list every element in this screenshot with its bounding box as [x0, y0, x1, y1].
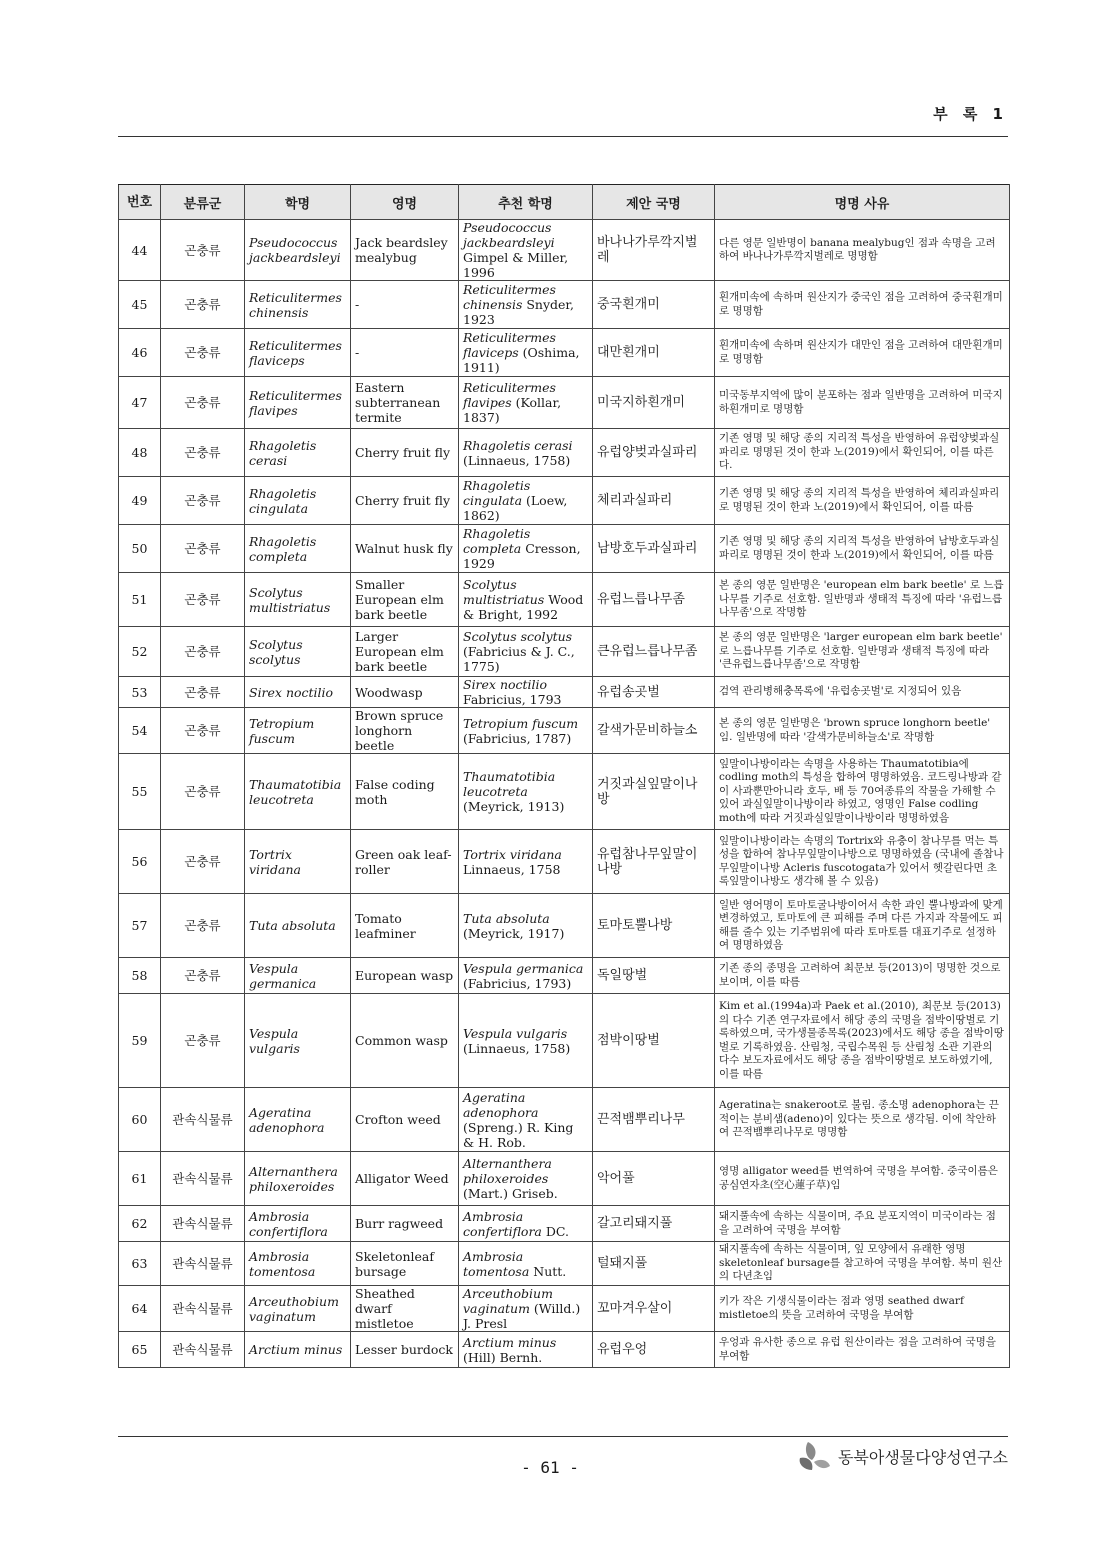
page-header	[118, 100, 1008, 137]
row-english-name: Cherry fruit fly	[351, 429, 459, 477]
row-scientific-name	[245, 830, 351, 894]
recommended-author-text: Wood & Bright, 1992	[463, 592, 584, 622]
row-number: 47	[119, 377, 161, 429]
table-row	[119, 329, 1010, 377]
row-number: 65	[119, 1332, 161, 1368]
row-scientific-name	[245, 429, 351, 477]
row-english-name: False coding moth	[351, 754, 459, 830]
row-number: 45	[119, 281, 161, 329]
row-korean-name: 바나나가루깍지벌레	[593, 220, 715, 281]
row-group: 곤충류	[161, 477, 245, 525]
row-naming-reason: 영명 alligator weed를 번역하여 국명을 부여함. 중국이름은 공심연자초(空心蓮子草)임	[715, 1152, 1010, 1206]
row-korean-name: 중국흰개미	[593, 281, 715, 329]
row-number: 56	[119, 830, 161, 894]
row-english-name: Cherry fruit fly	[351, 477, 459, 525]
row-naming-reason: 기존 영명 및 해당 종의 지리적 특성을 반영하여 체리과실파리로 명명된 것이 한과 노(2019)에서 확인되어, 이를 따름	[715, 477, 1010, 525]
row-scientific-name	[245, 525, 351, 573]
recommended-name-text: Tetropium fuscum	[463, 715, 579, 731]
row-number: 44	[119, 220, 161, 281]
table-row	[119, 525, 1010, 573]
row-naming-reason: 기존 영명 및 해당 종의 지리적 특성을 반영하여 유럽양벚과실파리로 명명된 것이 한과 노(2019)에서 확인되어, 이를 따른다.	[715, 429, 1010, 477]
scientific-name-text: Thaumatotibia leucotreta	[249, 776, 342, 807]
recommended-name-text: Reticulitermes flaviceps	[463, 330, 556, 360]
scientific-name-text: Vespula vulgaris	[249, 1025, 300, 1056]
row-recommended-name	[459, 1286, 593, 1332]
row-english-name: Jack beardsley mealybug	[351, 220, 459, 281]
row-naming-reason: 본 종의 영문 일반명은 'european elm bark beetle' 로 느릅나무를 기주로 선호함. 일반명과 생태적 특징에 따라 '유럽느릅나무좀'으로 작명함	[715, 573, 1010, 627]
recommended-name-text: Thaumatotibia leucotreta	[463, 769, 556, 799]
row-recommended-name	[459, 1332, 593, 1368]
table-row	[119, 1286, 1010, 1332]
recommended-author-text: (Hill) Bernh.	[463, 1349, 543, 1365]
recommended-name-text: Scolytus multistriatus	[463, 577, 545, 607]
row-scientific-name	[245, 894, 351, 958]
recommended-name-text: Scolytus scolytus	[463, 629, 573, 644]
row-scientific-name	[245, 708, 351, 754]
row-scientific-name	[245, 754, 351, 830]
row-number: 63	[119, 1242, 161, 1286]
scientific-name-text: Arctium minus	[249, 1342, 343, 1357]
row-naming-reason: 본 종의 영문 일반명은 'larger european elm bark beetle' 로 느릅나무를 기주로 선호함. 일반명과 생태적 특징에 따라 '큰유럽느릅나무좀'으로 작명함	[715, 627, 1010, 677]
table-row	[119, 677, 1010, 708]
col-header-reason: 명명 사유	[715, 185, 1010, 220]
row-scientific-name	[245, 281, 351, 329]
row-naming-reason: 돼지풀속에 속하는 식물이며, 잎 모양에서 유래한 영명 skeletonleaf bursage를 참고하여 국명을 부여함. 북미 원산의 다년초임	[715, 1242, 1010, 1286]
row-korean-name: 꼬마겨우살이	[593, 1286, 715, 1332]
recommended-author-text: (Spreng.) R. King & H. Rob.	[463, 1119, 574, 1150]
table-row	[119, 477, 1010, 525]
recommended-author-text: DC.	[541, 1223, 569, 1239]
row-naming-reason: 일반 영어명이 토마토굴나방이어서 속한 과인 뿔나방과에 맞게 변경하였고, 토마토에 큰 피해를 주며 다른 가지과 작물에도 피해를 줄수 있는 기주범위에 따라 토마토를 대표기주로 설정하여 명명하였음	[715, 894, 1010, 958]
scientific-name-text: Ageratina adenophora	[249, 1104, 325, 1135]
table-row	[119, 573, 1010, 627]
row-english-name: Larger European elm bark beetle	[351, 627, 459, 677]
row-english-name: European wasp	[351, 958, 459, 994]
row-recommended-name	[459, 958, 593, 994]
row-scientific-name	[245, 994, 351, 1088]
row-scientific-name	[245, 329, 351, 377]
col-header-no: 번호	[119, 185, 161, 220]
row-group: 곤충류	[161, 573, 245, 627]
row-korean-name: 유럽송곳벌	[593, 677, 715, 708]
row-english-name: Walnut husk fly	[351, 525, 459, 573]
row-korean-name: 독일땅벌	[593, 958, 715, 994]
row-group: 곤충류	[161, 708, 245, 754]
row-english-name: Sheathed dwarf mistletoe	[351, 1286, 459, 1332]
recommended-author-text: (Oshima, 1911)	[463, 345, 580, 375]
row-korean-name: 대만흰개미	[593, 329, 715, 377]
page-number: - 61 -	[521, 1458, 579, 1477]
row-scientific-name	[245, 958, 351, 994]
row-group: 관속식물류	[161, 1206, 245, 1242]
scientific-name-text: Rhagoletis completa	[249, 533, 317, 564]
recommended-author-text: (Fabricius, 1787)	[463, 730, 572, 746]
table-row	[119, 627, 1010, 677]
row-korean-name: 남방호두과실파리	[593, 525, 715, 573]
table-row	[119, 429, 1010, 477]
row-english-name: -	[351, 329, 459, 377]
row-korean-name: 점박이땅벌	[593, 994, 715, 1088]
scientific-name-text: Rhagoletis cerasi	[249, 437, 317, 468]
row-recommended-name	[459, 573, 593, 627]
row-number: 50	[119, 525, 161, 573]
leaf-logo-icon	[794, 1436, 834, 1476]
row-korean-name: 갈색가문비하늘소	[593, 708, 715, 754]
recommended-name-text: Rhagoletis cingulata	[463, 478, 531, 508]
table-row	[119, 1088, 1010, 1152]
recommended-name-text: Alternanthera philoxeroides	[463, 1156, 552, 1186]
row-group: 곤충류	[161, 754, 245, 830]
row-korean-name: 유럽느릅나무좀	[593, 573, 715, 627]
recommended-author-text: (Mart.) Griseb.	[463, 1186, 558, 1201]
recommended-name-text: Ambrosia tomentosa	[463, 1248, 530, 1279]
row-naming-reason: 미국동부지역에 많이 분포하는 점과 일반명을 고려하여 미국지하흰개미로 명명함	[715, 377, 1010, 429]
scientific-name-text: Vespula germanica	[249, 960, 317, 991]
row-number: 64	[119, 1286, 161, 1332]
row-english-name: -	[351, 281, 459, 329]
row-group: 곤충류	[161, 677, 245, 708]
row-scientific-name	[245, 1088, 351, 1152]
scientific-name-text: Rhagoletis cingulata	[249, 485, 317, 516]
row-naming-reason: 기존 종의 종명을 고려하여 최문보 등(2013)이 명명한 것으로 보이며, 이를 따름	[715, 958, 1010, 994]
row-korean-name: 끈적뱀뿌리나무	[593, 1088, 715, 1152]
scientific-name-text: Tetropium fuscum	[249, 715, 315, 746]
row-group: 곤충류	[161, 958, 245, 994]
row-scientific-name	[245, 1206, 351, 1242]
row-number: 51	[119, 573, 161, 627]
row-recommended-name	[459, 1242, 593, 1286]
row-english-name: Crofton weed	[351, 1088, 459, 1152]
row-recommended-name	[459, 708, 593, 754]
table-row	[119, 1152, 1010, 1206]
scientific-name-text: Tuta absoluta	[249, 918, 336, 933]
row-naming-reason: 돼지풀속에 속하는 식물이며, 주요 분포지역이 미국이라는 점을 고려하여 국명을 부여함	[715, 1206, 1010, 1242]
row-group: 관속식물류	[161, 1088, 245, 1152]
row-scientific-name	[245, 627, 351, 677]
recommended-author-text: Cresson, 1929	[463, 541, 581, 571]
row-scientific-name	[245, 573, 351, 627]
scientific-name-text: Reticulitermes chinensis	[249, 289, 342, 320]
row-naming-reason: 다른 영문 일반명이 banana mealybug인 점과 속명을 고려하여 바나나가루깍지벌레로 명명함	[715, 220, 1010, 281]
row-scientific-name	[245, 1152, 351, 1206]
scientific-name-text: Arceuthobium vaginatum	[249, 1293, 339, 1324]
row-korean-name: 미국지하흰개미	[593, 377, 715, 429]
row-english-name: Woodwasp	[351, 677, 459, 708]
table-row	[119, 377, 1010, 429]
species-table	[118, 184, 1010, 1368]
scientific-name-text: Scolytus scolytus	[249, 636, 303, 667]
recommended-author-text: (Linnaeus, 1758)	[463, 452, 571, 468]
row-korean-name: 유럽양벚과실파리	[593, 429, 715, 477]
row-english-name: Common wasp	[351, 994, 459, 1088]
row-scientific-name	[245, 677, 351, 708]
row-korean-name: 체리과실파리	[593, 477, 715, 525]
row-english-name: Tomato leafminer	[351, 894, 459, 958]
row-english-name: Alligator Weed	[351, 1152, 459, 1206]
recommended-name-text: Arctium minus	[463, 1334, 557, 1350]
row-recommended-name	[459, 329, 593, 377]
recommended-name-text: Ageratina adenophora	[463, 1089, 539, 1120]
scientific-name-text: Ambrosia confertiflora	[249, 1208, 328, 1239]
row-group: 곤충류	[161, 329, 245, 377]
row-group: 곤충류	[161, 830, 245, 894]
recommended-name-text: Vespula germanica	[463, 960, 584, 976]
row-group: 곤충류	[161, 525, 245, 573]
row-group: 관속식물류	[161, 1242, 245, 1286]
row-scientific-name	[245, 1286, 351, 1332]
table-row	[119, 1206, 1010, 1242]
scientific-name-text: Reticulitermes flavipes	[249, 387, 342, 418]
recommended-author-text: (Loew, 1862)	[463, 493, 568, 523]
scientific-name-text: Tortrix viridana	[249, 846, 301, 877]
row-number: 59	[119, 994, 161, 1088]
col-header-sci: 학명	[245, 185, 351, 220]
table-row	[119, 754, 1010, 830]
table-row	[119, 958, 1010, 994]
recommended-author-text: Nutt.	[529, 1263, 567, 1279]
recommended-author-text: Linnaeus, 1758	[463, 861, 561, 877]
row-number: 60	[119, 1088, 161, 1152]
table-body	[119, 220, 1010, 1368]
row-naming-reason: 잎말이나방이라는 속명의 Tortrix와 유충이 참나무를 먹는 특성을 합하여 참나무잎말이나방으로 명명하였음 (국내에 졸참나무잎말이나방 Acleris fuscotogata가 있어서 헷갈린다면 초록잎말이나방도 생각해 볼 수 있음)	[715, 830, 1010, 894]
recommended-author-text: (Fabricius & J. C., 1775)	[463, 644, 575, 674]
recommended-name-text: Pseudococcus jackbeardsleyi	[463, 220, 555, 250]
row-number: 52	[119, 627, 161, 677]
recommended-author-text: Snyder, 1923	[463, 297, 574, 327]
row-number: 46	[119, 329, 161, 377]
row-english-name: Burr ragweed	[351, 1206, 459, 1242]
row-naming-reason: 키가 작은 기생식물이라는 점과 영명 seathed dwarf mistletoe의 뜻을 고려하여 국명을 부여함	[715, 1286, 1010, 1332]
row-group: 곤충류	[161, 377, 245, 429]
scientific-name-text: Scolytus multistriatus	[249, 584, 331, 615]
row-korean-name: 털돼지풀	[593, 1242, 715, 1286]
row-number: 57	[119, 894, 161, 958]
row-korean-name: 악어풀	[593, 1152, 715, 1206]
row-naming-reason: 흰개미속에 속하며 원산지가 대만인 점을 고려하여 대만흰개미로 명명함	[715, 329, 1010, 377]
row-number: 55	[119, 754, 161, 830]
row-korean-name: 큰유럽느릅나무좀	[593, 627, 715, 677]
recommended-name-text: Rhagoletis completa	[463, 526, 531, 556]
row-recommended-name	[459, 220, 593, 281]
recommended-name-text: Ambrosia confertiflora	[463, 1208, 542, 1239]
recommended-author-text: (Kollar, 1837)	[463, 395, 562, 425]
row-group: 곤충류	[161, 281, 245, 329]
row-scientific-name	[245, 1242, 351, 1286]
row-korean-name: 유럽우엉	[593, 1332, 715, 1368]
col-header-rec: 추천 학명	[459, 185, 593, 220]
scientific-name-text: Sirex noctilio	[249, 684, 334, 700]
recommended-name-text: Tortrix viridana	[463, 846, 562, 862]
row-recommended-name	[459, 1206, 593, 1242]
scientific-name-text: Reticulitermes flaviceps	[249, 337, 342, 368]
row-number: 58	[119, 958, 161, 994]
recommended-author-text: (Willd.) J. Presl	[463, 1301, 581, 1331]
scientific-name-text: Ambrosia tomentosa	[249, 1248, 316, 1279]
row-group: 곤충류	[161, 429, 245, 477]
table-row	[119, 281, 1010, 329]
row-english-name: Skeletonleaf bursage	[351, 1242, 459, 1286]
row-recommended-name	[459, 429, 593, 477]
col-header-eng: 영명	[351, 185, 459, 220]
recommended-name-text: Sirex noctilio	[463, 677, 548, 692]
institute-logo	[794, 1436, 1008, 1476]
row-english-name: Smaller European elm bark beetle	[351, 573, 459, 627]
recommended-author-text: Fabricius, 1793	[463, 692, 562, 707]
row-naming-reason: Ageratina는 snakeroot로 불림. 종소명 adenophora는 끈적이는 분비샘(adeno)이 있다는 뜻으로 생각됨. 이에 착안하여 끈적뱀뿌리나무로 명명함	[715, 1088, 1010, 1152]
row-naming-reason: 기존 영명 및 해당 종의 지리적 특성을 반영하여 남방호두과실파리로 명명된 것이 한과 노(2019)에서 확인되어, 이를 따름	[715, 525, 1010, 573]
row-scientific-name	[245, 477, 351, 525]
col-header-kor: 제안 국명	[593, 185, 715, 220]
row-group: 관속식물류	[161, 1332, 245, 1368]
table-header-row	[119, 185, 1010, 220]
row-english-name: Brown spruce longhorn beetle	[351, 708, 459, 754]
row-recommended-name	[459, 894, 593, 958]
row-recommended-name	[459, 627, 593, 677]
row-number: 61	[119, 1152, 161, 1206]
row-recommended-name	[459, 677, 593, 708]
row-naming-reason: 우엉과 유사한 종으로 유럽 원산이라는 점을 고려하여 국명을 부여함	[715, 1332, 1010, 1368]
table-row	[119, 220, 1010, 281]
row-group: 곤충류	[161, 894, 245, 958]
recommended-author-text: (Linnaeus, 1758)	[463, 1040, 571, 1056]
row-recommended-name	[459, 994, 593, 1088]
row-number: 62	[119, 1206, 161, 1242]
row-english-name: Lesser burdock	[351, 1332, 459, 1368]
row-recommended-name	[459, 1152, 593, 1206]
recommended-name-text: Reticulitermes chinensis	[463, 282, 556, 312]
row-recommended-name	[459, 477, 593, 525]
scientific-name-text: Alternanthera philoxeroides	[249, 1163, 338, 1194]
recommended-name-text: Reticulitermes flavipes	[463, 380, 556, 410]
row-naming-reason: 잎말이나방이라는 속명을 사용하는 Thaumatotibia에 codling moth의 특성을 합하여 명명하였음. 코드링나방과 같이 사과뿐만아니라 호두, 배 등 70여종류의 작물을 가해할 수 있어 과실잎말이나방이라 하였고, 영명인 False codling moth에 따라 거짓과실잎말이나방이라 명명하였음	[715, 754, 1010, 830]
row-recommended-name	[459, 1088, 593, 1152]
recommended-name-text: Rhagoletis cerasi	[463, 437, 573, 453]
row-number: 49	[119, 477, 161, 525]
row-group: 곤충류	[161, 220, 245, 281]
row-number: 53	[119, 677, 161, 708]
recommended-author-text: (Meyrick, 1913)	[463, 799, 565, 814]
table-row	[119, 994, 1010, 1088]
recommended-name-text: Tuta absoluta	[463, 910, 550, 926]
table-row	[119, 830, 1010, 894]
row-naming-reason: 검역 관리병해충목록에 '유럽송곳벌'로 지정되어 있음	[715, 677, 1010, 708]
row-number: 48	[119, 429, 161, 477]
table-row	[119, 1242, 1010, 1286]
row-korean-name: 갈고리돼지풀	[593, 1206, 715, 1242]
row-recommended-name	[459, 377, 593, 429]
table-row	[119, 894, 1010, 958]
row-korean-name: 토마토뿔나방	[593, 894, 715, 958]
row-scientific-name	[245, 1332, 351, 1368]
row-naming-reason: Kim et al.(1994a)과 Paek et al.(2010), 최문보 등(2013)의 다수 기존 연구자료에서 해당 종의 국명을 점박이땅벌로 기록하였으며, 국가생물종목록(2023)에서도 해당 종을 점박이땅벌로 기록하였음. 산림청, 국립수목원 등 산림청 소관 기관의 다수 보도자료에서도 해당 종을 점박이땅벌로 보도하였기에, 이를 따름	[715, 994, 1010, 1088]
row-english-name: Eastern subterranean termite	[351, 377, 459, 429]
row-scientific-name	[245, 377, 351, 429]
row-group: 곤충류	[161, 627, 245, 677]
institute-name: 동북아생물다양성연구소	[837, 1447, 1008, 1467]
recommended-author-text: (Fabricius, 1793)	[463, 975, 572, 991]
recommended-author-text: Gimpel & Miller, 1996	[463, 250, 569, 280]
appendix-label: 부 록 1	[933, 105, 1008, 123]
row-group: 관속식물류	[161, 1152, 245, 1206]
row-recommended-name	[459, 281, 593, 329]
row-korean-name: 유럽참나무잎말이나방	[593, 830, 715, 894]
row-group: 곤충류	[161, 994, 245, 1088]
row-recommended-name	[459, 525, 593, 573]
table-row	[119, 708, 1010, 754]
row-group: 관속식물류	[161, 1286, 245, 1332]
recommended-author-text: (Meyrick, 1917)	[463, 925, 565, 941]
recommended-name-text: Arceuthobium vaginatum	[463, 1286, 553, 1316]
row-recommended-name	[459, 830, 593, 894]
row-english-name: Green oak leaf-roller	[351, 830, 459, 894]
row-naming-reason: 흰개미속에 속하며 원산지가 중국인 점을 고려하여 중국흰개미로 명명함	[715, 281, 1010, 329]
row-scientific-name	[245, 220, 351, 281]
row-recommended-name	[459, 754, 593, 830]
col-header-group: 분류군	[161, 185, 245, 220]
row-number: 54	[119, 708, 161, 754]
row-naming-reason: 본 종의 영문 일반명은 'brown spruce longhorn beetle' 임. 일반명에 따라 '갈색가문비하늘소'로 작명함	[715, 708, 1010, 754]
scientific-name-text: Pseudococcus jackbeardsleyi	[249, 235, 341, 265]
row-korean-name: 거짓과실잎말이나방	[593, 754, 715, 830]
recommended-name-text: Vespula vulgaris	[463, 1025, 568, 1041]
table-row	[119, 1332, 1010, 1368]
